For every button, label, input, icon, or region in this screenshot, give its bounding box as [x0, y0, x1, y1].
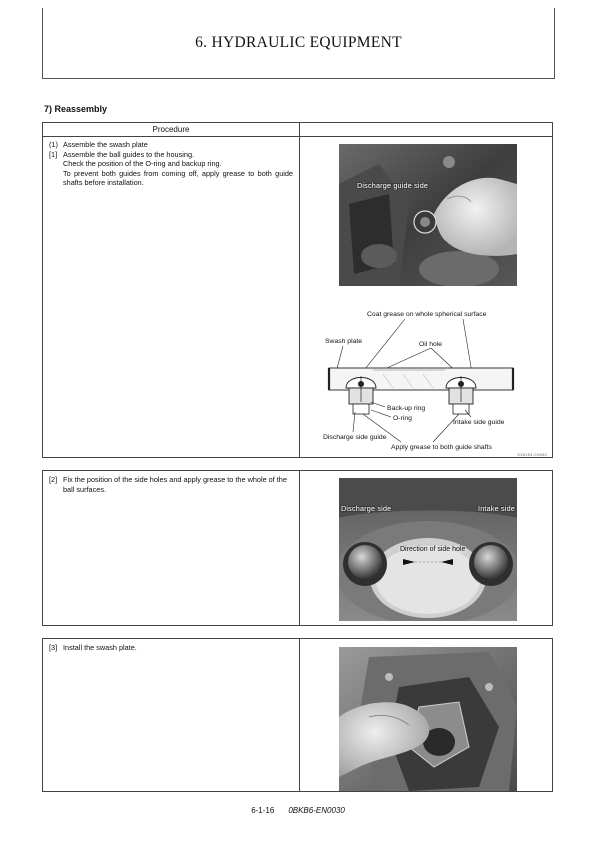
label-coat-grease: Coat grease on whole spherical surface: [367, 311, 487, 318]
step-item: [49, 140, 293, 150]
direction-of-side-hole-label: Direction of side hole: [400, 546, 466, 553]
page-footer: [0, 806, 596, 815]
document-code: 0BKB6-EN0030: [288, 806, 345, 815]
side-hole-photo: [339, 478, 517, 621]
procedure-panel-2: [42, 470, 553, 626]
step-text: To prevent both guides from coming off, apply grease to both guide shafts before installation.: [63, 168, 293, 188]
swash-plate-install-photo-image: [339, 647, 517, 791]
step-item: [49, 475, 293, 494]
ball-guide-photo-image: [339, 144, 517, 286]
step-text: Assemble the ball guides to the housing.: [63, 149, 195, 159]
label-discharge-side-guide: Discharge side guide: [323, 434, 387, 441]
procedure-panel-1: [42, 122, 553, 458]
illustration-header: [299, 123, 552, 137]
step-text: Install the swash plate.: [63, 643, 137, 652]
chapter-title: 6. HYDRAULIC EQUIPMENT: [195, 34, 402, 51]
label-backup-ring: Back-up ring: [387, 405, 426, 412]
step-number: [2]: [49, 475, 58, 484]
label-intake-side-guide: Intake side guide: [453, 419, 505, 426]
label-oil-hole: Oil hole: [419, 341, 443, 348]
step-number: (1): [49, 140, 58, 149]
step-text: Assemble the swash plate: [63, 140, 148, 149]
procedure-header: Procedure: [43, 123, 299, 137]
step-number: [49, 159, 63, 169]
swash-plate-install-photo: [339, 647, 517, 791]
step-text: Check the position of the O-ring and backup ring.: [63, 159, 222, 169]
step-list: [49, 475, 293, 494]
chapter-header-box: [42, 8, 555, 79]
procedure-column: [43, 639, 300, 791]
label-swash-plate: Swash plate: [325, 338, 363, 345]
ball-guide-photo: [339, 144, 517, 286]
procedure-column: [43, 123, 300, 457]
step-item: [49, 643, 293, 653]
section-title: 7) Reassembly: [44, 104, 108, 114]
label-o-ring: O-ring: [393, 415, 412, 422]
step-item: [49, 150, 293, 160]
procedure-column: [43, 471, 300, 625]
step-list: [49, 140, 293, 188]
step-number: [49, 169, 63, 188]
discharge-side-callout: Discharge side: [341, 504, 392, 513]
swash-plate-diagram: [313, 306, 549, 457]
discharge-guide-side-callout: Discharge guide side: [357, 181, 429, 190]
label-apply-grease: Apply grease to both guide shafts: [391, 444, 492, 451]
step-text: Fix the position of the side holes and apply grease to the whole of the ball surfaces.: [63, 475, 287, 494]
page-number: 6-1-16: [251, 806, 275, 815]
step-item: [49, 169, 293, 188]
step-number: [1]: [49, 149, 58, 159]
diagram-code: S38154-00850: [517, 453, 547, 457]
procedure-panel-3: [42, 638, 553, 792]
step-item: [49, 159, 293, 169]
step-number: [3]: [49, 643, 58, 652]
intake-side-callout: Intake side: [478, 504, 515, 513]
step-list: [49, 643, 293, 653]
swash-plate-diagram-drawing: [313, 306, 549, 454]
